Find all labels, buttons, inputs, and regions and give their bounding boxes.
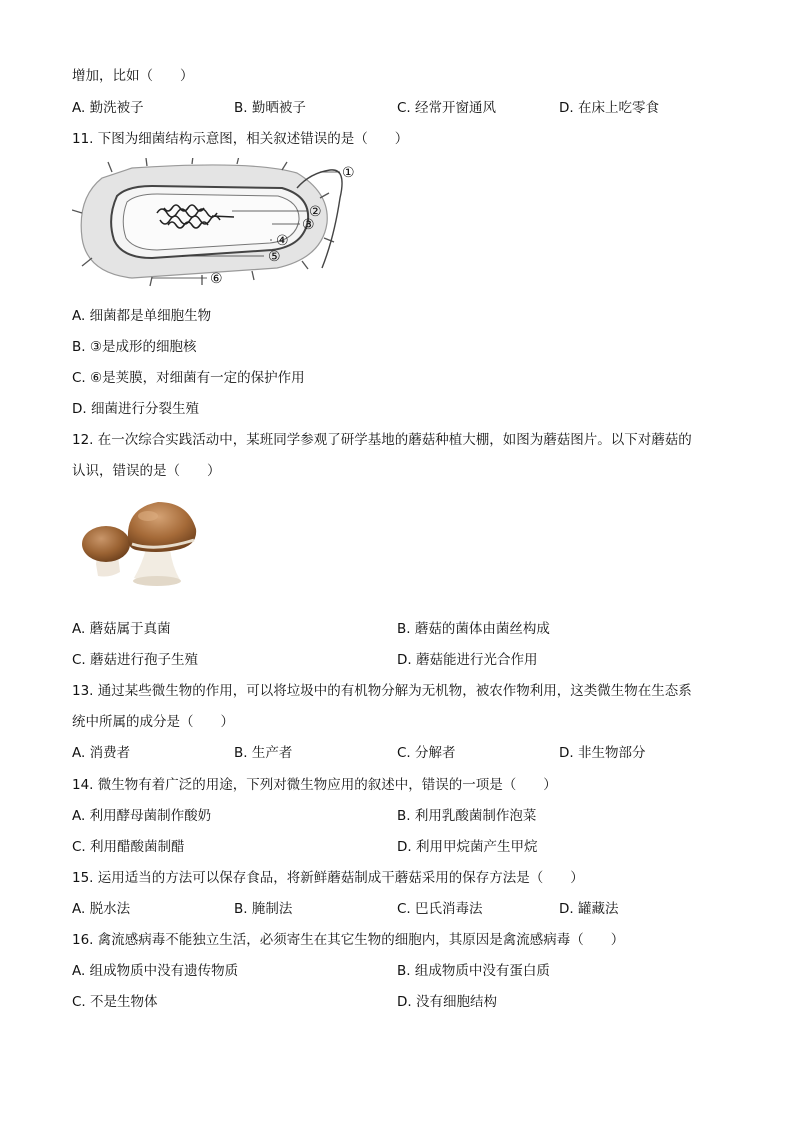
pilus [72,210,82,213]
q16-option-b[interactable]: B. 组成物质中没有蛋白质 [397,963,550,979]
pilus [324,238,334,242]
pilus [252,271,254,280]
pilus [146,158,147,166]
label-5: ⑤ [268,249,281,265]
q10-option-c[interactable]: C. 经常开窗通风 [397,100,497,116]
pilus [192,158,193,164]
pilus [150,277,152,286]
q13-option-c[interactable]: C. 分解者 [397,745,456,761]
pilus [237,158,239,164]
q12-option-a[interactable]: A. 蘑菇属于真菌 [72,621,171,637]
label-2: ② [309,204,322,220]
pilus [108,162,112,172]
label-1: ① [342,165,355,181]
mushroom-photo [76,494,206,590]
q14-option-d[interactable]: D. 利用甲烷菌产生甲烷 [397,839,538,855]
pilus [282,162,287,170]
q11-option-c[interactable]: C. ⑥是荚膜，对细菌有一定的保护作用 [72,370,305,386]
q13-stem-line2: 统中所属的成分是（ ） [72,714,234,730]
bacteria-structure-diagram [72,158,372,288]
question-continuation: 增加，比如（ ） [72,68,194,84]
q13-option-b[interactable]: B. 生产者 [234,745,293,761]
cell-membrane [123,194,299,250]
q10-option-b[interactable]: B. 勤晒被子 [234,100,306,116]
q12-stem-line1: 12. 在一次综合实践活动中，某班同学参观了研学基地的蘑菇种植大棚，如图为蘑菇图片。以下对蘑菇的 [72,432,692,448]
label-3: ③ [302,217,315,233]
pilus [82,258,92,266]
q13-option-d[interactable]: D. 非生物部分 [559,745,646,761]
q14-stem: 14. 微生物有着广泛的用途，下列对微生物应用的叙述中，错误的一项是（ ） [72,777,557,793]
q11-option-a[interactable]: A. 细菌都是单细胞生物 [72,308,212,324]
q12-option-d[interactable]: D. 蘑菇能进行光合作用 [397,652,538,668]
q13-option-a[interactable]: A. 消费者 [72,745,131,761]
pilus [302,261,308,269]
q12-stem-line2: 认识，错误的是（ ） [72,463,221,479]
q10-option-d[interactable]: D. 在床上吃零食 [559,100,659,116]
q15-stem: 15. 运用适当的方法可以保存食品，将新鲜蘑菇制成干蘑菇采用的保存方法是（ ） [72,870,584,886]
q15-option-c[interactable]: C. 巴氏消毒法 [397,901,483,917]
q12-option-b[interactable]: B. 蘑菇的菌体由菌丝构成 [397,621,550,637]
q10-option-a[interactable]: A. 勤洗被子 [72,100,144,116]
q15-option-d[interactable]: D. 罐藏法 [559,901,619,917]
q14-option-a[interactable]: A. 利用酵母菌制作酸奶 [72,808,212,824]
q15-option-a[interactable]: A. 脱水法 [72,901,131,917]
q16-option-d[interactable]: D. 没有细胞结构 [397,994,497,1010]
label-6: ⑥ [210,271,223,287]
q11-stem: 11. 下图为细菌结构示意图，相关叙述错误的是（ ） [72,131,409,147]
q14-option-b[interactable]: B. 利用乳酸菌制作泡菜 [397,808,537,824]
q16-stem: 16. 禽流感病毒不能独立生活，必须寄生在其它生物的细胞内，其原因是禽流感病毒（ ） [72,932,625,948]
q15-option-b[interactable]: B. 腌制法 [234,901,293,917]
q13-stem-line1: 13. 通过某些微生物的作用，可以将垃圾中的有机物分解为无机物，被农作物利用，这类微生物在生态系 [72,683,692,699]
q12-option-c[interactable]: C. 蘑菇进行孢子生殖 [72,652,199,668]
q14-option-c[interactable]: C. 利用醋酸菌制醋 [72,839,185,855]
label-4: ④ [276,233,289,249]
q16-option-a[interactable]: A. 组成物质中没有遗传物质 [72,963,239,979]
q11-option-b[interactable]: B. ③是成形的细胞核 [72,339,197,355]
q16-option-c[interactable]: C. 不是生物体 [72,994,158,1010]
q11-option-d[interactable]: D. 细菌进行分裂生殖 [72,401,199,417]
